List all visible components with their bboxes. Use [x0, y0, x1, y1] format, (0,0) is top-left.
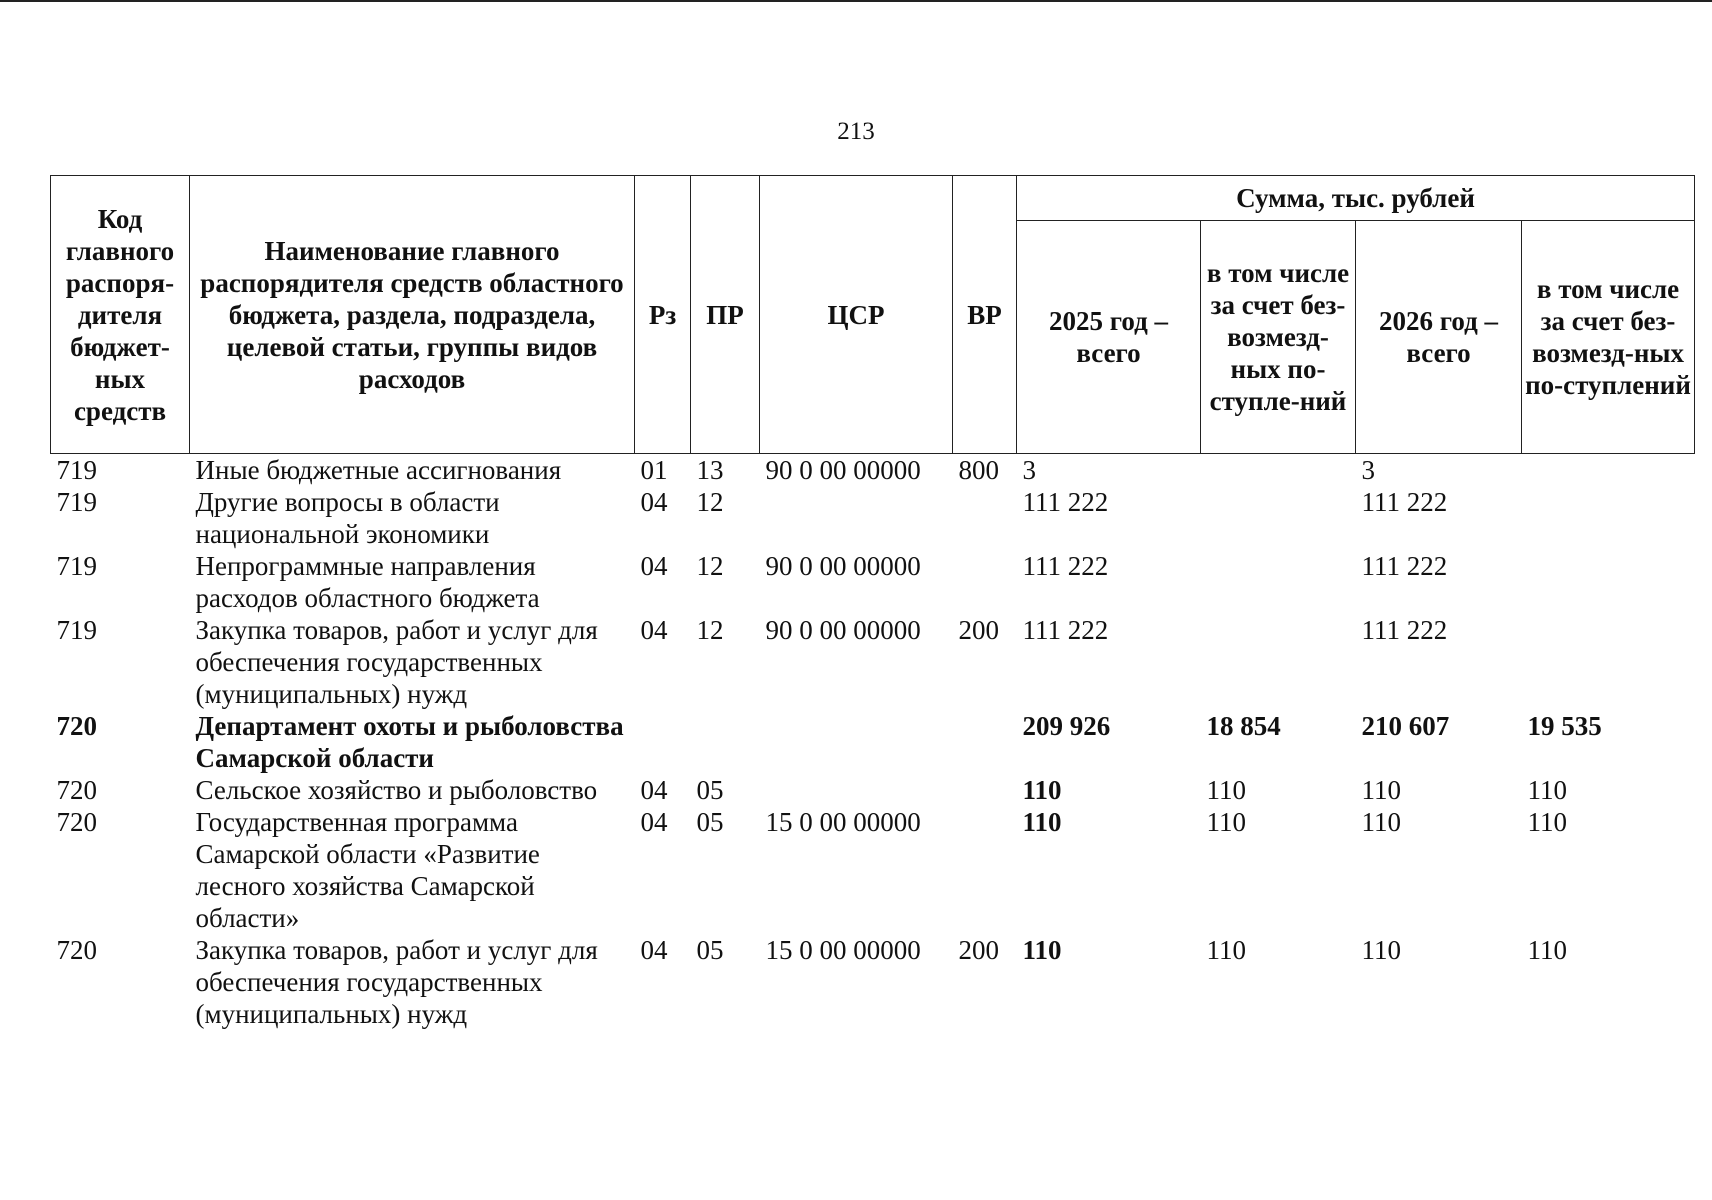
table-row — [51, 614, 1695, 710]
cell-2026-total: 110 — [1361, 935, 1401, 965]
cell-2025-free: 110 — [1206, 935, 1246, 965]
cell-name: Закупка товаров, работ и услуг для обеспечения государственных (муниципальных) нужд — [195, 935, 598, 1029]
header-csr: ЦСР — [760, 176, 953, 454]
cell-2026-free — [1522, 550, 1695, 614]
cell-2025-total: 209 926 — [1022, 711, 1111, 741]
header-2026-free: в том числе за счет без-возмезд-ных по-ступлений — [1522, 221, 1695, 454]
cell-2025-total: 3 — [1022, 455, 1036, 485]
cell-csr: 90 0 00 00000 — [765, 615, 921, 645]
cell-pr: 12 — [696, 487, 724, 517]
cell-name: Государственная программа Самарской области «Развитие лесного хозяйства Самарской области» — [195, 807, 540, 933]
cell-pr: 12 — [696, 551, 724, 581]
cell-pr: 05 — [696, 775, 724, 805]
header-pr: ПР — [691, 176, 760, 454]
cell-rz: 04 — [640, 807, 668, 837]
cell-rz: 04 — [640, 615, 668, 645]
table-body — [51, 454, 1695, 1031]
header-2025-free: в том числе за счет без-возмезд-ных по-ступле-ний — [1201, 221, 1356, 454]
cell-2025-free: 110 — [1206, 775, 1246, 805]
cell-pr: 13 — [696, 455, 724, 485]
header-2026-total: 2026 год – всего — [1356, 221, 1522, 454]
cell-2025-free — [1201, 614, 1356, 710]
cell-name: Непрограммные направления расходов областного бюджета — [195, 551, 540, 613]
cell-2025-total: 111 222 — [1022, 615, 1109, 645]
cell-vr — [953, 550, 1017, 614]
cell-name: Сельское хозяйство и рыболовство — [195, 775, 598, 805]
header-sum-group: Сумма, тыс. рублей — [1017, 176, 1695, 221]
cell-code: 719 — [56, 551, 97, 581]
cell-2026-total: 111 222 — [1361, 551, 1448, 581]
cell-csr — [760, 710, 953, 774]
cell-2026-total: 3 — [1361, 455, 1375, 485]
cell-2026-total: 210 607 — [1361, 711, 1450, 741]
cell-code: 719 — [56, 487, 97, 517]
cell-2026-total: 111 222 — [1361, 487, 1448, 517]
cell-2026-free: 110 — [1527, 775, 1567, 805]
cell-vr — [953, 806, 1017, 934]
top-rule — [0, 0, 1712, 2]
table-row — [51, 774, 1695, 806]
cell-code: 720 — [56, 775, 97, 805]
cell-2026-total: 110 — [1361, 775, 1401, 805]
cell-code: 720 — [56, 935, 97, 965]
cell-2025-total: 111 222 — [1022, 551, 1109, 581]
header-vr: ВР — [953, 176, 1017, 454]
cell-csr — [760, 774, 953, 806]
cell-2026-free — [1522, 486, 1695, 550]
table-row-department — [51, 710, 1695, 774]
cell-pr — [691, 710, 760, 774]
cell-vr: 200 — [958, 615, 999, 645]
table-header — [51, 176, 1695, 454]
cell-pr: 12 — [696, 615, 724, 645]
cell-csr: 15 0 00 00000 — [765, 935, 921, 965]
cell-2025-free: 110 — [1206, 807, 1246, 837]
header-name: Наименование главного распорядителя средств областного бюджета, раздела, подраздела, целевой статьи, группы видов расходов — [190, 176, 635, 454]
cell-csr: 90 0 00 00000 — [765, 455, 921, 485]
cell-2025-total: 110 — [1022, 775, 1062, 805]
cell-code: 719 — [56, 455, 97, 485]
cell-rz: 04 — [640, 775, 668, 805]
cell-csr: 90 0 00 00000 — [765, 551, 921, 581]
cell-2026-total: 110 — [1361, 807, 1401, 837]
cell-rz: 04 — [640, 487, 668, 517]
header-code: Код главного распоря-дителя бюджет-ных средств — [51, 176, 190, 454]
cell-vr: 200 — [958, 935, 999, 965]
cell-vr — [953, 710, 1017, 774]
cell-rz — [635, 710, 691, 774]
table-row — [51, 486, 1695, 550]
cell-2026-free: 110 — [1527, 807, 1567, 837]
table-row — [51, 806, 1695, 934]
cell-vr — [953, 486, 1017, 550]
cell-2026-free: 110 — [1527, 935, 1567, 965]
cell-2025-total: 110 — [1022, 807, 1062, 837]
cell-2025-free — [1201, 550, 1356, 614]
cell-2025-total: 110 — [1022, 935, 1062, 965]
cell-2026-free — [1522, 454, 1695, 487]
header-2025-total: 2025 год – всего — [1017, 221, 1201, 454]
cell-pr: 05 — [696, 935, 724, 965]
table-row — [51, 454, 1695, 487]
cell-name: Другие вопросы в области национальной экономики — [195, 487, 500, 549]
cell-rz: 04 — [640, 551, 668, 581]
cell-2026-free: 19 535 — [1527, 711, 1602, 741]
cell-2026-free — [1522, 614, 1695, 710]
cell-name: Иные бюджетные ассигнования — [195, 455, 562, 485]
cell-2025-free — [1201, 486, 1356, 550]
cell-vr: 800 — [958, 455, 999, 485]
cell-2025-free: 18 854 — [1206, 711, 1281, 741]
table-row — [51, 550, 1695, 614]
cell-vr — [953, 774, 1017, 806]
cell-rz: 01 — [640, 455, 668, 485]
cell-name: Закупка товаров, работ и услуг для обеспечения государственных (муниципальных) нужд — [195, 615, 598, 709]
cell-csr: 15 0 00 00000 — [765, 807, 921, 837]
cell-code: 720 — [56, 807, 97, 837]
cell-2026-total: 111 222 — [1361, 615, 1448, 645]
budget-table — [50, 175, 1695, 1030]
cell-2025-free — [1201, 454, 1356, 487]
header-rz: Рз — [635, 176, 691, 454]
page-number: 213 — [837, 118, 875, 145]
cell-code: 719 — [56, 615, 97, 645]
cell-pr: 05 — [696, 807, 724, 837]
cell-2025-total: 111 222 — [1022, 487, 1109, 517]
cell-name: Департамент охоты и рыболовства Самарской области — [195, 711, 624, 773]
cell-csr — [760, 486, 953, 550]
cell-code: 720 — [56, 711, 97, 741]
cell-rz: 04 — [640, 935, 668, 965]
table-row — [51, 934, 1695, 1030]
